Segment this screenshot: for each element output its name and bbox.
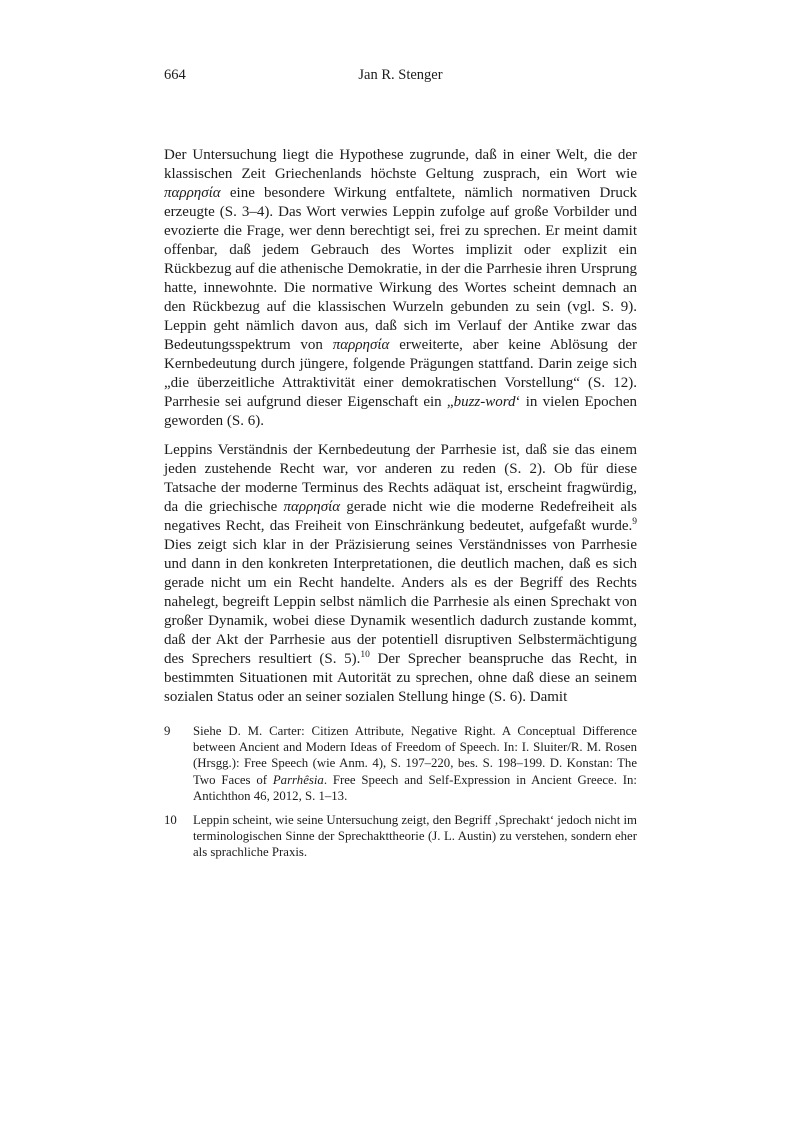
running-header bbox=[164, 66, 637, 84]
greek-term: παρρησία bbox=[283, 499, 341, 515]
footnote-marker: 10 bbox=[360, 650, 370, 660]
text-run: Parrhêsia bbox=[272, 772, 324, 787]
text-run: buzz-word bbox=[453, 394, 516, 410]
paragraph bbox=[164, 146, 637, 431]
footnote-marker: 9 bbox=[632, 517, 637, 527]
text-run: eine besondere Wirkung entfaltete, nämlich normativen Druck erzeugte (S. 3–4). Das Wort verwies Leppin zufolge auf große Vorbilder und evozierte die Frage, wer denn berechtigt sei, frei zu sprechen. Er meint damit offenbar, daß jedem Gebrauch des Wortes implizit oder explizit ein Rückbezug auf die athenische Demokratie, in der die Parrhesie ihren Ursprung hatte, innewohnte. Die normative Wirkung des Wortes scheint demnach an den Rückbezug auf die klassischen Wurzeln gebunden zu sein (vgl. S. 9). Leppin geht nämlich davon aus, daß sich im Verlauf der Antike zwar das Bedeutungsspektrum von bbox=[164, 185, 637, 353]
greek-term: παρρησία bbox=[332, 337, 390, 353]
page-number: 664 bbox=[164, 67, 186, 83]
text-run: Der Sprecher beanspruche das Recht, in bestimmten Situationen mit Autorität zu sprechen, ohne daß diese an seinem sozialen Status oder an seiner sozialen Stellung hinge (S. 6). Damit bbox=[164, 651, 637, 705]
text-run: . Free Speech and Self-Expression in Ancient Greece. In: Antichthon 46, 2012, S. 1–13. bbox=[193, 772, 637, 803]
greek-term: παρρησία bbox=[164, 185, 221, 201]
body-text bbox=[164, 146, 637, 707]
content-column bbox=[164, 146, 637, 861]
footnote-number: 10 bbox=[164, 813, 177, 828]
text-run: Leppins Verständnis der Kernbedeutung der Parrhesie ist, daß sie das einem jeden zustehende Recht war, vor anderen zu reden (S. 2). Ob für diese Tatsache der moderne Terminus des Rechts adäquat ist, erscheint fragwürdig, da die griechische bbox=[164, 442, 637, 515]
footnote-text bbox=[193, 812, 637, 861]
text-run: Siehe D. M. Carter: Citizen Attribute, Negative Right. A Conceptual Difference between Ancient and Modern Ideas of Freedom of Speech. In: I. Sluiter/R. M. Rosen (Hrsgg.): Free Speech (wie Anm. 4), S. 197–220, bes. S. 198–199. D. Konstan: The Two Faces of bbox=[193, 724, 637, 787]
paragraph bbox=[164, 441, 637, 707]
text-run: Leppin scheint, wie seine Untersuchung zeigt, den Begriff ‚Sprechakt‘ jedoch nicht im terminologischen Sinne der Sprechakttheorie (J. L. Austin) zu verstehen, sondern eher als sprachliche Praxis. bbox=[193, 813, 637, 860]
footnote bbox=[164, 723, 637, 804]
text-run: ‘ in vielen Epochen geworden (S. 6). bbox=[164, 394, 637, 429]
footnote bbox=[164, 812, 637, 861]
text-run: erweiterte, aber keine Ablösung der Kernbedeutung durch jüngere, folgende Prägungen stattfand. Darin zeige sich „die überzeitliche Attraktivität einer demokratischen Vorstellung“ (S. 12). Parrhesie sei aufgrund dieser Eigenschaft ein „ bbox=[164, 337, 637, 410]
footnote-number: 9 bbox=[164, 724, 171, 738]
text-run: Der Untersuchung liegt die Hypothese zugrunde, daß in einer Welt, die der klassischen Zeit Griechenlands höchste Geltung zusprach, ein Wort wie bbox=[164, 147, 637, 182]
footnote-text bbox=[193, 723, 637, 804]
text-run: gerade nicht wie die moderne Redefreiheit als negatives Recht, das Freiheit von Einschränkung bedeutet, aufgefaßt wurde. bbox=[164, 499, 637, 534]
text-run: Dies zeigt sich klar in der Präzisierung seines Verständnisses von Parrhesie und dann in den konkreten Interpretationen, die deutlich machen, daß es sich gerade nicht um ein Recht handelte. Anders als es der Begriff des Rechts nahelegt, begreift Leppin selbst nämlich die Parrhesie als einen Sprechakt von großer Dynamik, wobei diese Dynamik wesentlich dadurch zustande kommt, daß der Akt der Parrhesie aus der potentiell disruptiven Selbstermächtigung des Sprechers resultiert (S. 5). bbox=[164, 537, 637, 667]
footnotes bbox=[164, 723, 637, 861]
running-header-author: Jan R. Stenger bbox=[358, 67, 443, 83]
